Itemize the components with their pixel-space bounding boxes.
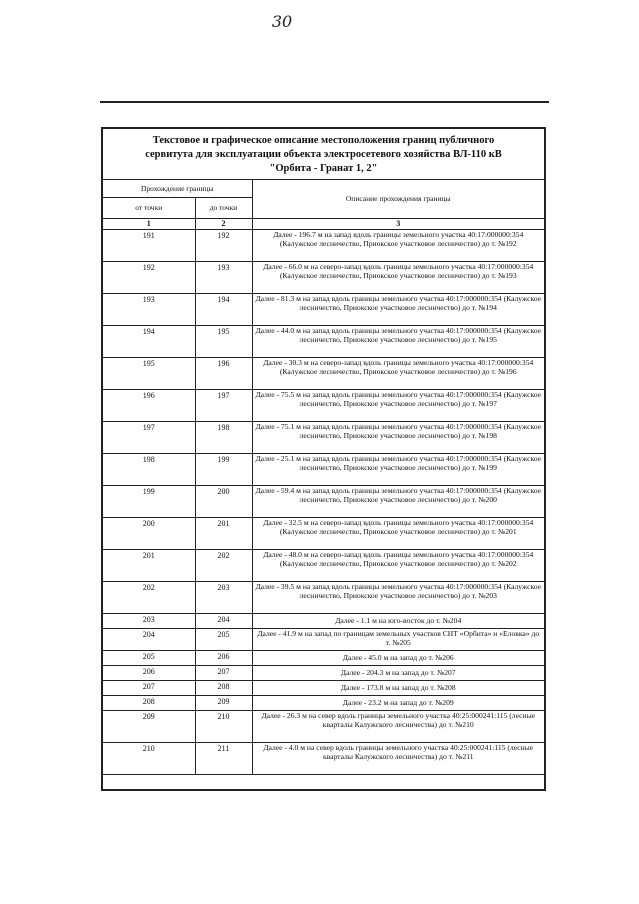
- to-point-cell: 193: [195, 261, 252, 293]
- to-point-cell: 201: [195, 517, 252, 549]
- from-point-cell: 204: [103, 628, 195, 650]
- description-cell: Далее - 45.0 м на запад до т. №206: [252, 650, 544, 665]
- from-point-cell: 208: [103, 695, 195, 710]
- to-point-cell: 195: [195, 325, 252, 357]
- description-cell: Далее - 39.5 м на запад вдоль границы земельного участка 40:17:000000:354 (Калужское лесничество, Приокское участковое лесничество) до т. №203: [252, 581, 544, 613]
- table-row: [103, 710, 544, 742]
- to-point-cell: 199: [195, 453, 252, 485]
- to-point-cell: 196: [195, 357, 252, 389]
- boundary-rows: [103, 229, 544, 774]
- table-row: [103, 357, 544, 389]
- from-point-cell: 191: [103, 229, 195, 261]
- to-point-cell: 209: [195, 695, 252, 710]
- description-cell: Далее - 204.3 м на запад до т. №207: [252, 665, 544, 680]
- table-row: [103, 229, 544, 261]
- description-cell: Далее - 48.0 м на северо-запад вдоль границы земельного участка 40:17:000000:354 (Калужское лесничество, Приокское участковое лесничество) до т. №202: [252, 549, 544, 581]
- table-row: [103, 650, 544, 665]
- table-row: [103, 389, 544, 421]
- to-point-cell: 192: [195, 229, 252, 261]
- table-row: [103, 742, 544, 774]
- from-point-cell: 202: [103, 581, 195, 613]
- description-cell: Далее - 59.4 м на запад вдоль границы земельного участка 40:17:000000:354 (Калужское лесничество, Приокское участковое лесничество) до т. №200: [252, 485, 544, 517]
- from-point-cell: 196: [103, 389, 195, 421]
- description-cell: Далее - 32.5 м на северо-запад вдоль границы земельного участка 40:17:000000:354 (Калужское лесничество, Приокское участковое лесничество) до т. №201: [252, 517, 544, 549]
- from-point-cell: 193: [103, 293, 195, 325]
- description-cell: Далее - 25.1 м на запад вдоль границы земельного участка 40:17:000000:354 (Калужское лесничество, Приокское участковое лесничество) до т. №199: [252, 453, 544, 485]
- description-cell: Далее - 1.1 м на юго-восток до т. №204: [252, 613, 544, 628]
- table-row: [103, 581, 544, 613]
- table-row: [103, 695, 544, 710]
- document-title: [103, 129, 544, 180]
- boundary-table: [103, 180, 544, 775]
- description-cell: Далее - 75.1 м на запад вдоль границы земельного участка 40:17:000000:354 (Калужское лесничество, Приокское участковое лесничество) до т. №198: [252, 421, 544, 453]
- to-point-cell: 205: [195, 628, 252, 650]
- description-cell: Далее - 173.8 м на запад до т. №208: [252, 680, 544, 695]
- description-cell: Далее - 66.0 м на северо-запад вдоль границы земельного участка 40:17:000000:354 (Калужское лесничество, Приокское участковое лесничество) до т. №193: [252, 261, 544, 293]
- description-cell: Далее - 41.9 м на запад по границам земельных участков СНТ «Орбита» и «Еловка» до т. №205: [252, 628, 544, 650]
- header-rule: [100, 101, 549, 103]
- title-line-3: "Орбита - Гранат 1, 2": [269, 163, 378, 174]
- to-point-cell: 210: [195, 710, 252, 742]
- to-point-cell: 206: [195, 650, 252, 665]
- from-point-cell: 209: [103, 710, 195, 742]
- table-row: [103, 665, 544, 680]
- from-point-cell: 201: [103, 549, 195, 581]
- table-row: [103, 421, 544, 453]
- description-cell: Далее - 23.2 м на запад до т. №209: [252, 695, 544, 710]
- to-point-cell: 207: [195, 665, 252, 680]
- to-point-cell: 197: [195, 389, 252, 421]
- description-cell: Далее - 4.0 м на север вдоль границы земельного участка 40:25:000241:115 (лесные кварталы Калужского лесничества) до т. №211: [252, 742, 544, 774]
- table-row: [103, 325, 544, 357]
- from-point-cell: 205: [103, 650, 195, 665]
- table-row: [103, 628, 544, 650]
- header-from-point: от точки: [103, 198, 195, 219]
- description-cell: Далее - 30.3 м на северо-запад вдоль границы земельного участка 40:17:000000:354 (Калужское лесничество, Приокское участковое лесничество) до т. №196: [252, 357, 544, 389]
- table-row: [103, 517, 544, 549]
- from-point-cell: 207: [103, 680, 195, 695]
- page-number: 30: [271, 12, 293, 31]
- table-row: [103, 293, 544, 325]
- column-number-2: 2: [195, 219, 252, 230]
- column-number-1: 1: [103, 219, 195, 230]
- boundary-description-document: [101, 127, 546, 791]
- description-cell: Далее - 44.0 м на запад вдоль границы земельного участка 40:17:000000:354 (Калужское лесничество, Приокское участковое лесничество) до т. №195: [252, 325, 544, 357]
- description-cell: Далее - 75.5 м на запад вдоль границы земельного участка 40:17:000000:354 (Калужское лесничество, Приокское участковое лесничество) до т. №197: [252, 389, 544, 421]
- from-point-cell: 206: [103, 665, 195, 680]
- from-point-cell: 198: [103, 453, 195, 485]
- table-row: [103, 261, 544, 293]
- table-row: [103, 549, 544, 581]
- to-point-cell: 198: [195, 421, 252, 453]
- from-point-cell: 192: [103, 261, 195, 293]
- table-row: [103, 613, 544, 628]
- to-point-cell: 204: [195, 613, 252, 628]
- description-cell: Далее - 196.7 м на запад вдоль границы земельного участка 40:17:000000:354 (Калужское лесничество, Приокское участковое лесничество) до т. №192: [252, 229, 544, 261]
- from-point-cell: 197: [103, 421, 195, 453]
- to-point-cell: 203: [195, 581, 252, 613]
- from-point-cell: 200: [103, 517, 195, 549]
- header-to-point: до точки: [195, 198, 252, 219]
- to-point-cell: 211: [195, 742, 252, 774]
- title-line-2: сервитута для эксплуатации объекта электросетевого хозяйства ВЛ-110 кВ: [145, 149, 502, 160]
- table-row: [103, 453, 544, 485]
- title-line-1: Текстовое и графическое описание местоположения границ публичного: [152, 135, 495, 146]
- header-passage: Прохождение границы: [103, 180, 252, 198]
- to-point-cell: 208: [195, 680, 252, 695]
- from-point-cell: 199: [103, 485, 195, 517]
- header-description: Описание прохождения границы: [252, 180, 544, 219]
- column-number-3: 3: [252, 219, 544, 230]
- from-point-cell: 195: [103, 357, 195, 389]
- from-point-cell: 203: [103, 613, 195, 628]
- description-cell: Далее - 81.3 м на запад вдоль границы земельного участка 40:17:000000:354 (Калужское лесничество, Приокское участковое лесничество) до т. №194: [252, 293, 544, 325]
- to-point-cell: 200: [195, 485, 252, 517]
- from-point-cell: 194: [103, 325, 195, 357]
- to-point-cell: 194: [195, 293, 252, 325]
- table-row: [103, 680, 544, 695]
- description-cell: Далее - 26.3 м на север вдоль границы земельного участка 40:25:000241:115 (лесные кварталы Калужского лесничества) до т. №210: [252, 710, 544, 742]
- table-row: [103, 485, 544, 517]
- from-point-cell: 210: [103, 742, 195, 774]
- to-point-cell: 202: [195, 549, 252, 581]
